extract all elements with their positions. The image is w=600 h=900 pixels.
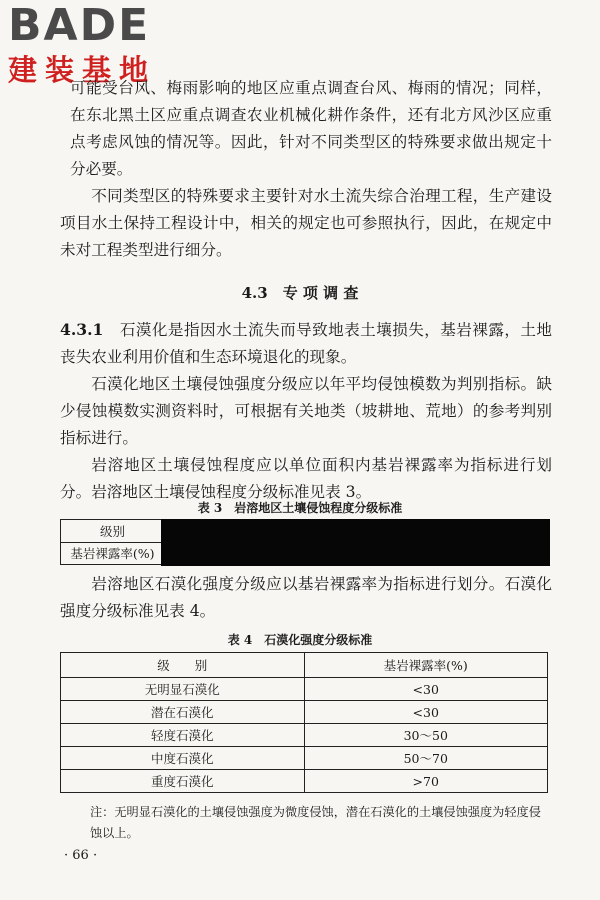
logo-chinese: 建装基地 <box>8 53 157 87</box>
page-number: · 66 · <box>64 848 98 863</box>
paragraph-6: 岩溶地区石漠化强度分级应以基岩裸露率为指标进行划分。石漠化强度分级标准见表 4。 <box>60 575 552 620</box>
paragraph-3-text: 石漠化是指因水土流失而导致地表土壤损失，基岩裸露，土地丧失农业利用价值和生态环境退化的现象。 <box>60 321 552 366</box>
table-row <box>61 678 548 701</box>
table-cell: 无明显石漠化 <box>61 678 305 701</box>
paragraph-5: 岩溶地区土壤侵蚀程度应以单位面积内基岩裸露率为指标进行划分。岩溶地区土壤侵蚀程度分级标准见表 3。 <box>60 456 552 501</box>
paragraph-2: 不同类型区的特殊要求主要针对水土流失综合治理工程，生产建设项目水土保持工程设计中，相关的规定也可参照执行，因此，在规定中未对工程类型进行细分。 <box>60 187 552 259</box>
table-note: 注：无明显石漠化的土壤侵蚀强度为微度侵蚀，潜在石漠化的土壤侵蚀强度为轻度侵蚀以上。 <box>90 805 541 840</box>
paragraph-4: 石漠化地区土壤侵蚀强度分级应以年平均侵蚀模数为判别指标。缺少侵蚀模数实测资料时，可根据有关地类（坡耕地、荒地）的参考判别指标进行。 <box>60 375 552 447</box>
table3-caption: 表 3 岩溶地区土壤侵蚀程度分级标准 <box>197 501 403 515</box>
table-cell: 重度石漠化 <box>61 770 305 793</box>
table-cell: 50～70 <box>304 747 548 770</box>
logo-wordmark: BADE <box>8 0 151 51</box>
table-row <box>61 747 548 770</box>
body-text-lower <box>60 571 552 625</box>
table-row <box>61 701 548 724</box>
table-row <box>61 770 548 793</box>
table-row <box>61 724 548 747</box>
table-cell: 潜在石漠化 <box>61 701 305 724</box>
paragraph-1: 可能受台风、梅雨影响的地区应重点调查台风、梅雨的情况；同样，在东北黑土区应重点调查农业机械化耕作条件，还有北方风沙区应重点考虑风蚀的情况等。因此，针对不同类型区的特殊要求做出规定十分必要。 <box>70 79 552 178</box>
paragraph-3 <box>60 316 552 371</box>
clause-number: 4.3.1 <box>60 320 104 339</box>
section-heading: 4.3 专 项 调 查 <box>241 284 359 302</box>
table-cell: 级别 <box>61 520 165 543</box>
table4 <box>60 652 548 793</box>
table-header-row <box>61 653 548 678</box>
redaction-block <box>161 519 550 566</box>
column-header: 级 别 <box>61 653 305 678</box>
table-cell: <30 <box>304 701 548 724</box>
body-text-top <box>60 75 552 264</box>
table-cell: 30～50 <box>304 724 548 747</box>
table-cell: 轻度石漠化 <box>61 724 305 747</box>
table-cell: 基岩裸露率(%) <box>61 542 165 565</box>
table-cell: 中度石漠化 <box>61 747 305 770</box>
column-header: 基岩裸露率(%) <box>304 653 548 678</box>
table4-caption: 表 4 石漠化强度分级标准 <box>227 633 373 647</box>
table-cell: <30 <box>304 678 548 701</box>
body-text-mid <box>60 316 552 506</box>
table-cell: >70 <box>304 770 548 793</box>
